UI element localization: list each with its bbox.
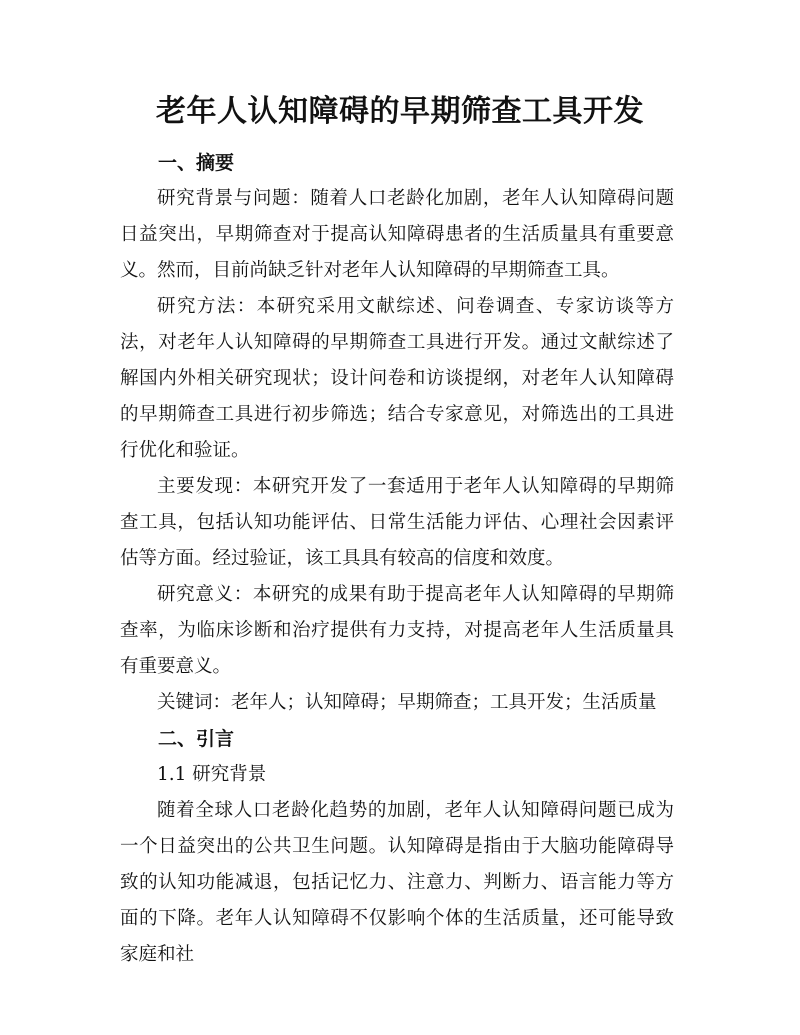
introduction-paragraph: 随着全球人口老龄化趋势的加剧，老年人认知障碍问题已成为一个日益突出的公共卫生问题。认知障碍是指由于大脑功能障碍导致的认知功能减退，包括记忆力、注意力、判断力、语言能力等方面的下降。老年人认知障碍不仅影响个体的生活质量，还可能导致家庭和社 bbox=[120, 800, 674, 965]
section-heading-abstract: 一、摘要 bbox=[158, 152, 235, 174]
subsection-heading-background: 1.1 研究背景 bbox=[157, 764, 267, 785]
abstract-methods-paragraph: 研究方法：本研究采用文献综述、问卷调查、专家访谈等方法，对老年人认知障碍的早期筛查工具进行开发。通过文献综述了解国内外相关研究现状；设计问卷和访谈提纲，对老年人认知障碍的早期筛查工具进行初步筛选；结合专家意见，对筛选出的工具进行优化和验证。 bbox=[120, 296, 674, 461]
document-title: 老年人认知障碍的早期筛查工具开发 bbox=[156, 94, 644, 129]
abstract-significance-paragraph: 研究意义：本研究的成果有助于提高老年人认知障碍的早期筛查率，为临床诊断和治疗提供有力支持，对提高老年人生活质量具有重要意义。 bbox=[120, 584, 674, 677]
section-heading-introduction: 二、引言 bbox=[158, 728, 235, 750]
keywords-line: 关键词：老年人；认知障碍；早期筛查；工具开发；生活质量 bbox=[157, 692, 657, 713]
document-body bbox=[120, 145, 674, 973]
abstract-findings-paragraph: 主要发现：本研究开发了一套适用于老年人认知障碍的早期筛查工具，包括认知功能评估、日常生活能力评估、心理社会因素评估等方面。经过验证，该工具具有较高的信度和效度。 bbox=[120, 476, 674, 569]
abstract-background-paragraph: 研究背景与问题：随着人口老龄化加剧，老年人认知障碍问题日益突出，早期筛查对于提高认知障碍患者的生活质量具有重要意义。然而，目前尚缺乏针对老年人认知障碍的早期筛查工具。 bbox=[120, 188, 674, 281]
